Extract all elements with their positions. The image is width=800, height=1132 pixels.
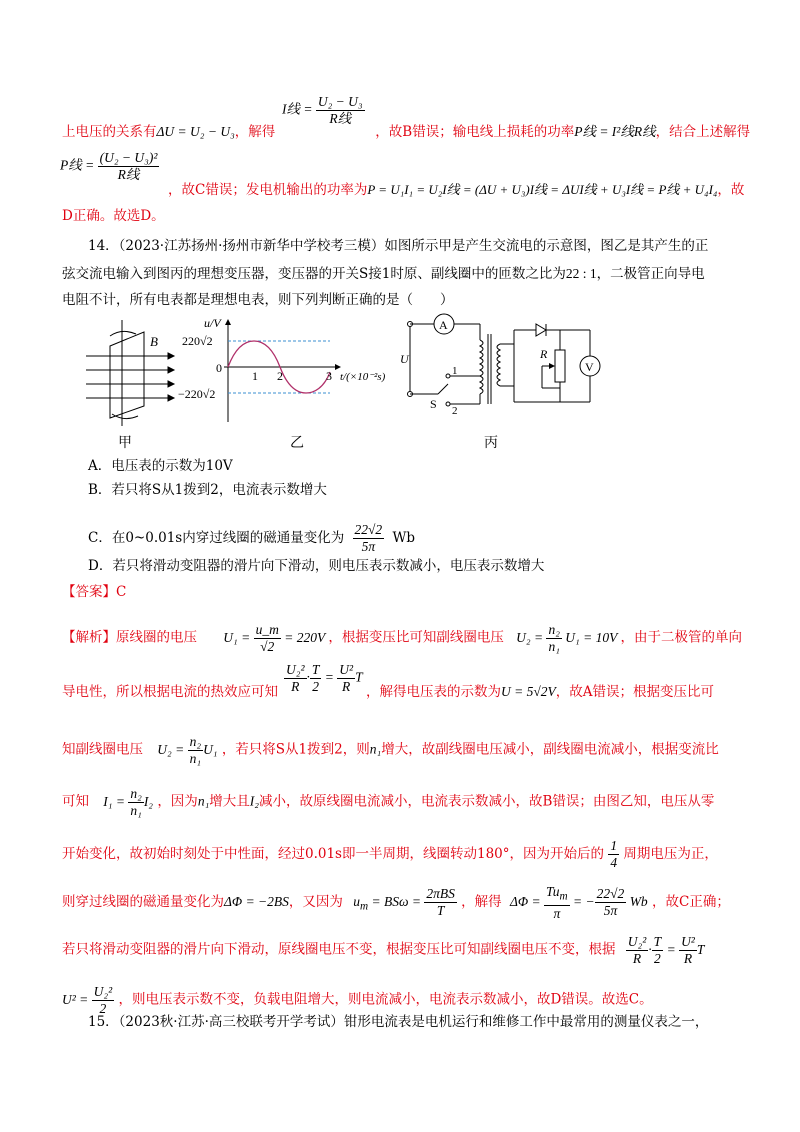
figure-bing-circuit <box>396 310 606 418</box>
formula-heat-effect: $\frac{\text{U₂²}}{R}$ · $\frac{T}{2}$ = $\frac{\text{U²}}{R}$ T <box>286 662 363 694</box>
svg-text:R: R <box>540 347 548 361</box>
svg-text:220√2: 220√2 <box>182 334 213 348</box>
answer-label: 【答案】C <box>62 584 127 600</box>
svg-text:A: A <box>439 318 448 332</box>
option-b: B．若只将S从1拨到2，电流表示数增大 <box>88 482 327 498</box>
prev-solution-line3: D正确。故选D。 <box>62 208 165 224</box>
svg-text:0: 0 <box>216 361 222 375</box>
figure-yi-sine-chart <box>174 316 404 426</box>
explanation-line1: 【解析】原线圈的电压 U₁ = $\frac{u\_m}{√2}$ = 220V ，根据变压比可知副线圈电压 U₂ = $\frac{\text{n₂}}{\text{n₁}}$ U₁ = 10V ，由于二极管的单向 <box>62 622 742 654</box>
formula-I-line: I线 = $\frac{\text{U₂ − U₃}}{\text{R线}}$ <box>282 94 363 126</box>
figure-jia-generator <box>82 318 182 430</box>
svg-text:V: V <box>585 360 594 374</box>
explanation-line7: 若只将滑动变阻器的滑片向下滑动，原线圈电压不变，根据变压比可知副线圈电压不变，根据 $\frac{\text{U₂²}}{R}$ · $\frac{T}{2}$ = $\frac{\text{U²}}{R}$ T <box>62 934 705 966</box>
q14-stem-line1: 14．（2023·江苏扬州·扬州市新华中学校考三模）如图所示甲是产生交流电的示意图，图乙是其产生的正 <box>88 238 709 254</box>
figure-label-jia: 甲 <box>118 435 132 451</box>
svg-text:3: 3 <box>326 369 332 383</box>
figure-label-yi: 乙 <box>290 435 304 451</box>
svg-text:u/V: u/V <box>204 316 221 330</box>
option-c: C．在0~0.01s内穿过线圈的磁通量变化为 $\frac{22√2}{5\pi}$ Wb <box>88 522 416 554</box>
svg-text:1: 1 <box>452 365 458 377</box>
B-field-label: B <box>150 334 158 349</box>
option-d: D．若只将滑动变阻器的滑片向下滑动，则电压表示数减小，电压表示数增大 <box>88 558 545 574</box>
q15-stem-line1: 15．（2023秋·江苏·高三校联考开学考试）钳形电流表是电机运行和维修工作中最常用的测量仪表之一， <box>88 1014 709 1030</box>
svg-text:1: 1 <box>252 369 258 383</box>
svg-text:S: S <box>430 397 437 411</box>
prev-solution-line2: ，故C错误；发电机输出的功率为P = U₁I₁ = U₂I线 = (ΔU + U₃)I线 = ΔUI线 + U₃I线 = P线 + U₄I₄，故 <box>168 182 745 198</box>
svg-text:U: U <box>400 352 409 366</box>
option-a: A．电压表的示数为10V <box>88 458 233 474</box>
explanation-line8: U² = $\frac{\text{U₂²}}{2}$ ，则电压表示数不变，负载电阻增大，则电流减小，电流表示数减小，故D错误。故选C。 <box>62 984 653 1016</box>
svg-text:t/(×10⁻²s): t/(×10⁻²s) <box>340 371 386 383</box>
figure-label-bing: 丙 <box>484 435 498 451</box>
explanation-line5: 开始变化，故初始时刻处于中性面，经过0.01s即一半周期，线圈转动180°，因为开始后的 $\frac{1}{4}$ 周期电压为正， <box>62 838 718 870</box>
explanation-line2: 导电性，所以根据电流的热效应可知 ，解得电压表的示数为U = 5√2V，故A错误；根据变压比可 <box>62 684 715 700</box>
q14-stem-line3: 电阻不计，所有电表都是理想电表，则下列判断正确的是（ ） <box>62 292 454 308</box>
formula-P-line: P线 = $\frac{\text{(U₂ − U₃)²}}{\text{R线}}$ <box>60 150 158 182</box>
explanation-line6: 则穿过线圈的磁通量变化为ΔΦ = −2BS，又因为 $u_m = BS\omega$ = $\frac{\text{2πBS}}{T}$ ，解得 ΔΦ = $\frac{Tu_m}{\pi}$ = − $\frac{22√2}{5\pi}$ Wb ，故C正确； <box>62 884 730 921</box>
explanation-line3: 知副线圈电压 U₂ = $\frac{\text{n₂}}{\text{n₁}}$ U₁ ，若只将S从1拨到2，则n₁增大，故副线圈电压减小，副线圈电流减小，根据变流比 <box>62 734 719 766</box>
svg-text:2: 2 <box>452 405 458 417</box>
svg-text:2: 2 <box>277 369 283 383</box>
svg-text:−220√2: −220√2 <box>178 387 216 401</box>
explanation-line4: 可知 I₁ = $\frac{\text{n₂}}{\text{n₁}}$ I₂ ，因为n₁增大且I₂减小，故原线圈电流减小，电流表示数减小，故B错误；由图乙知，电压从零 <box>62 786 715 818</box>
q14-stem-line2: 弦交流电输入到图丙的理想变压器，变压器的开关S接1时原、副线圈中的匝数之比为22 : 1，二极管正向导电 <box>62 266 705 282</box>
prev-solution-line1: 上电压的关系有ΔU = U₂ − U₃，解得 ，故B错误；输电线上损耗的功率P线 = I²线R线，结合上述解得 <box>62 124 751 140</box>
